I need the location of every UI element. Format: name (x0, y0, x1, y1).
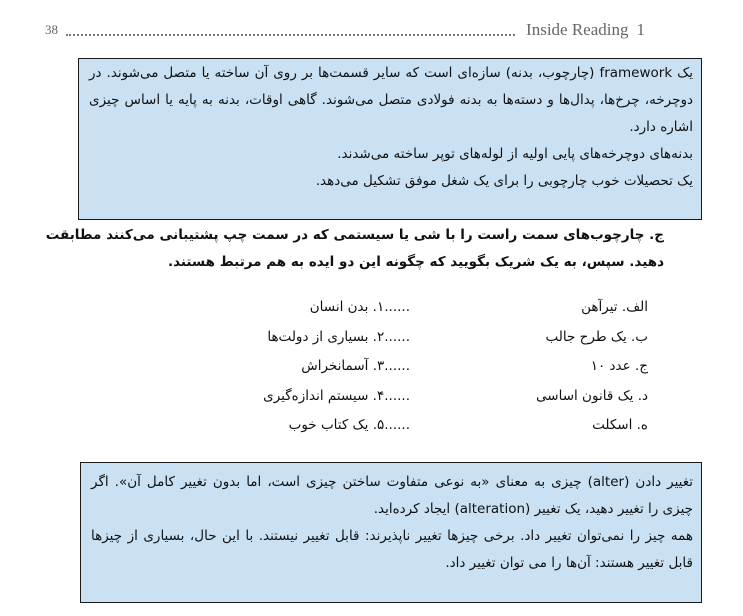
supported-item: ......۲. بسیاری از دولت‌ها (267, 328, 410, 345)
supported-column (240, 293, 410, 441)
framework-item: ه. اسکلت (592, 417, 648, 433)
alter-definition-box (80, 462, 702, 603)
example-sentence-1: بدنه‌های دوچرخه‌های پایی اولیه از لوله‌های توپر ساخته می‌شدند. (337, 146, 693, 162)
running-title (526, 20, 645, 40)
supported-item: ......۴. سیستم اندازه‌گیری (263, 387, 410, 404)
framework-item: د. یک قانون اساسی (536, 387, 648, 404)
supported-item: ......۳. آسمانخراش (301, 358, 410, 374)
example-sentence-2: یک تحصیلات خوب چارچوبی را برای یک شغل موفق تشکیل می‌دهد. (315, 173, 693, 189)
definition-text: یک framework (چارچوب، بدنه) سازه‌ای است که سایر قسمت‌ها بر روی آن ساخته یا متصل می‌شوند. در دوچرخه، چرخ‌ها، پدال‌ها و دسته‌ها به بدنه فولادی متصل می‌شوند. گاهی اوقات، بدنه به پایه یا اساس چیزی اشاره دارد. (89, 65, 693, 135)
definition-text: تغییر دادن (alter) چیزی به معنای «به نوعی متفاوت ساختن چیزی است، اما بدون تغییر کامل آن». اگر چیزی را تغییر دهید، یک تغییر (alteration) ایجاد کرده‌اید. (91, 474, 693, 517)
framework-item: الف. تیرآهن (581, 299, 648, 315)
frameworks-column (488, 293, 648, 441)
page-number: 38 (45, 22, 58, 37)
explanation-text: همه چیز را نمی‌توان تغییر داد. برخی چیزها تغییر ناپذیرند: قابل تغییر نیستند. با این حال، بسیاری از چیزها قابل تغییر هستند: آن‌ها را می توان تغییر داد. (91, 528, 693, 571)
page-header (40, 20, 645, 42)
framework-item: ب. یک طرح جالب (545, 328, 648, 345)
volume-number: 1 (636, 20, 645, 39)
supported-item: ......۱. بدن انسان (309, 299, 410, 315)
book-title: Inside Reading (526, 20, 629, 39)
supported-item: ......۵. یک کتاب خوب (288, 417, 410, 433)
framework-item: ج. عدد ۱۰ (590, 358, 648, 374)
exercise-instruction: ج. چارچوب‌های سمت راست را با شی یا سیستمی که در سمت چپ پشتیبانی می‌کنند مطابقت دهید. سپس، به یک شریک بگویید که چگونه این دو ایده به هم مرتبط هستند. (45, 227, 664, 270)
framework-definition-box (78, 58, 702, 220)
leader-dots (66, 34, 515, 36)
